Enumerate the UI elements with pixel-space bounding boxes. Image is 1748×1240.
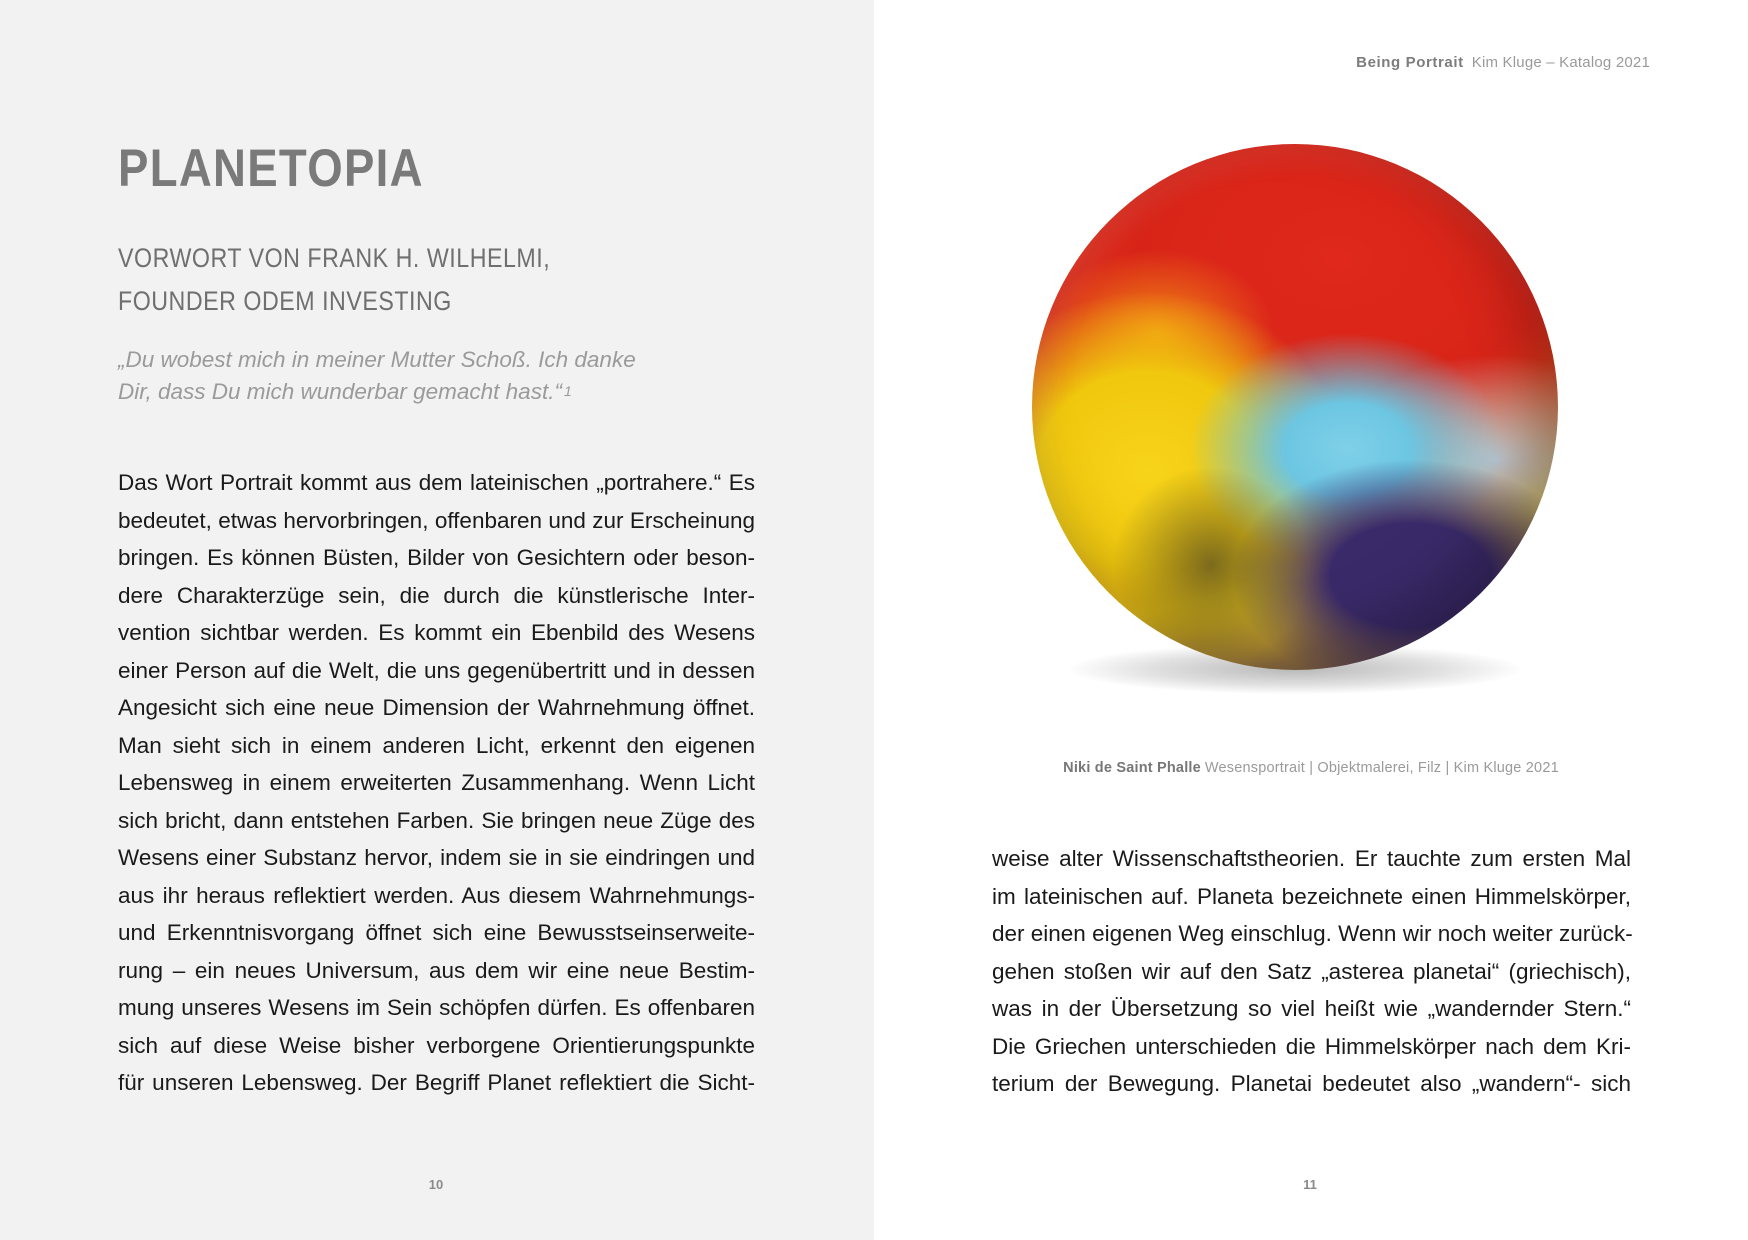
chapter-title: PLANETOPIA xyxy=(118,139,424,198)
artwork-figure xyxy=(1032,144,1558,714)
text-line: Lebensweg in einem erweiterten Zusammenhang. Wenn Licht xyxy=(118,770,755,795)
text-line: sich bricht, dann entstehen Farben. Sie bringen neue Züge des xyxy=(118,807,755,833)
quote-line-text: Dir, dass Du mich wunderbar gemacht hast.“ xyxy=(118,379,562,404)
text-line: gehen stoßen wir auf den Satz „asterea planetai“ (griechisch), xyxy=(992,958,1631,984)
text-line: der einen eigenen Weg einschlug. Wenn wir noch weiter zurück- xyxy=(992,921,1633,946)
running-header xyxy=(1356,54,1650,71)
text-line: Das Wort Portrait kommt aus dem lateinischen „portrahere.“ Es xyxy=(118,470,755,495)
text-line: einer Person auf die Welt, die uns gegenübertritt und in dessen xyxy=(118,657,755,683)
text-line: dere Charakterzüge sein, die durch die künstlerische Inter- xyxy=(118,582,755,608)
text-line: weise alter Wissenschaftstheorien. Er tauchte zum ersten Mal xyxy=(992,846,1631,871)
text-line: Angesicht sich eine neue Dimension der Wahrnehmung öffnet. xyxy=(118,695,755,720)
page-number-left: 10 xyxy=(428,1177,444,1192)
text-line: aus ihr heraus reflektiert werden. Aus diesem Wahrnehmungs- xyxy=(118,882,755,908)
text-line: sich auf diese Weise bisher verborgene Orientierungspunkte xyxy=(118,1032,755,1058)
text-line: Man sieht sich in einem anderen Licht, erkennt den eigenen xyxy=(118,732,755,758)
text-line: für unseren Lebensweg. Der Begriff Planet reflektiert die Sicht- xyxy=(118,1070,755,1095)
felt-planet-artwork xyxy=(1032,144,1558,670)
running-header-title: Being Portrait xyxy=(1356,54,1464,71)
text-line: und Erkenntnisvorgang öffnet sich eine Bewusstseinserweite- xyxy=(118,920,755,945)
footnote-marker: 1 xyxy=(563,383,572,399)
caption-details: Wesensportrait | Objektmalerei, Filz | Kim Kluge 2021 xyxy=(1204,760,1559,776)
text-line: rung – ein neues Universum, aus dem wir eine neue Bestim- xyxy=(118,957,755,983)
epigraph-quote xyxy=(118,344,636,410)
body-text-left xyxy=(118,464,755,1102)
body-text-right xyxy=(992,840,1631,1103)
subtitle-line: VORWORT VON FRANK H. WILHELMI, xyxy=(118,243,551,273)
page-number-right: 11 xyxy=(1303,1177,1317,1192)
text-line: vention sichtbar werden. Es kommt ein Ebenbild des Wesens xyxy=(118,620,755,645)
chapter-subtitle xyxy=(118,237,550,323)
subtitle-line: FOUNDER ODEM INVESTING xyxy=(118,286,452,316)
artwork-caption xyxy=(874,760,1748,776)
text-line: bringen. Es können Büsten, Bilder von Gesichtern oder beson- xyxy=(118,545,755,570)
text-line: Die Griechen unterschieden die Himmelskörper nach dem Kri- xyxy=(992,1033,1631,1059)
text-line: bedeutet, etwas hervorbringen, offenbaren und zur Erscheinung xyxy=(118,507,755,533)
text-line: mung unseres Wesens im Sein schöpfen dürfen. Es offenbaren xyxy=(118,995,755,1020)
text-line: was in der Übersetzung so viel heißt wie „wandernder Stern.“ xyxy=(992,996,1631,1021)
quote-line xyxy=(118,376,636,410)
text-line: terium der Bewegung. Planetai bedeutet also „wandern“- sich xyxy=(992,1071,1631,1096)
caption-title: Niki de Saint Phalle xyxy=(1063,760,1201,776)
running-header-subtitle: Kim Kluge – Katalog 2021 xyxy=(1471,54,1650,71)
text-line: Wesens einer Substanz hervor, indem sie in sie eindringen und xyxy=(118,845,755,870)
text-line: im lateinischen auf. Planeta bezeichnete einen Himmelskörper, xyxy=(992,883,1631,909)
quote-line: „Du wobest mich in meiner Mutter Schoß. Ich danke xyxy=(118,347,636,372)
